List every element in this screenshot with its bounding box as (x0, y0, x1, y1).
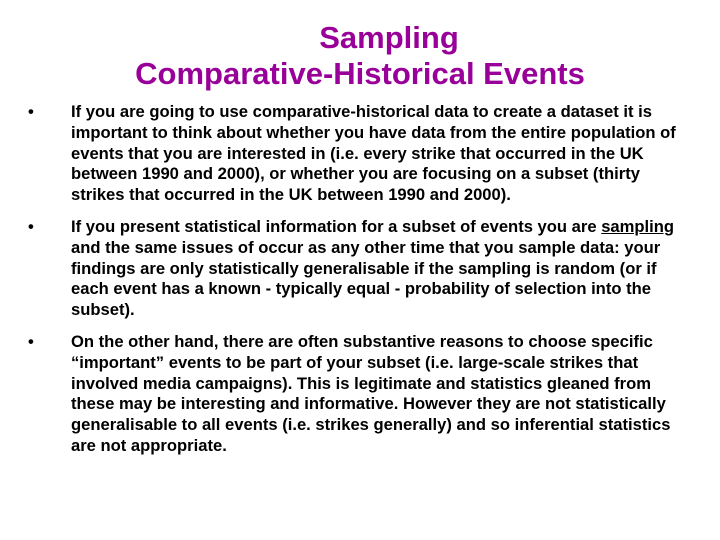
bullet-list (28, 102, 688, 468)
title-line-1: Sampling (319, 20, 459, 55)
title-line-2: Comparative-Historical Events (135, 56, 585, 91)
bullet-item-sampling (28, 217, 688, 321)
sampling-underlined-term: sampling (601, 216, 675, 236)
bullet-text-start: If you present statistical information for a subset of events you are (71, 216, 602, 236)
bullet-text (71, 217, 674, 319)
bullet-text: If you are going to use comparative-historical data to create a dataset it is important to think about whether you have data from the entire population of events that you are interested in (i.e. every strike that occurred in the UK between 1990 and 2000), or whether you are focusing on a subset (thirty strikes that occurred in the UK between 1990 and 2000). (71, 102, 676, 205)
bullet-item-population (28, 102, 688, 206)
bullet-icon: • (28, 331, 34, 351)
bullet-item-substantive (28, 332, 688, 457)
bullet-icon: • (28, 216, 34, 236)
bullet-text: On the other hand, there are often substantive reasons to choose specific “important” events to be part of your subset (i.e. large-scale strikes that involved media campaigns). This is legitimate and statistics gleaned from these may be interesting and informative. However they are not statistically generalisable to all events (i.e. strikes generally) and so inferential statistics are not appropriate. (71, 331, 671, 455)
slide-title (0, 20, 720, 92)
bullet-icon: • (28, 102, 34, 121)
bullet-text-end: and the same issues of occur as any other time that you sample data: your findings are only statistically generalisable if the sampling is random (or if each event has a known - typically equal - probability of selection into the subset). (71, 237, 661, 320)
